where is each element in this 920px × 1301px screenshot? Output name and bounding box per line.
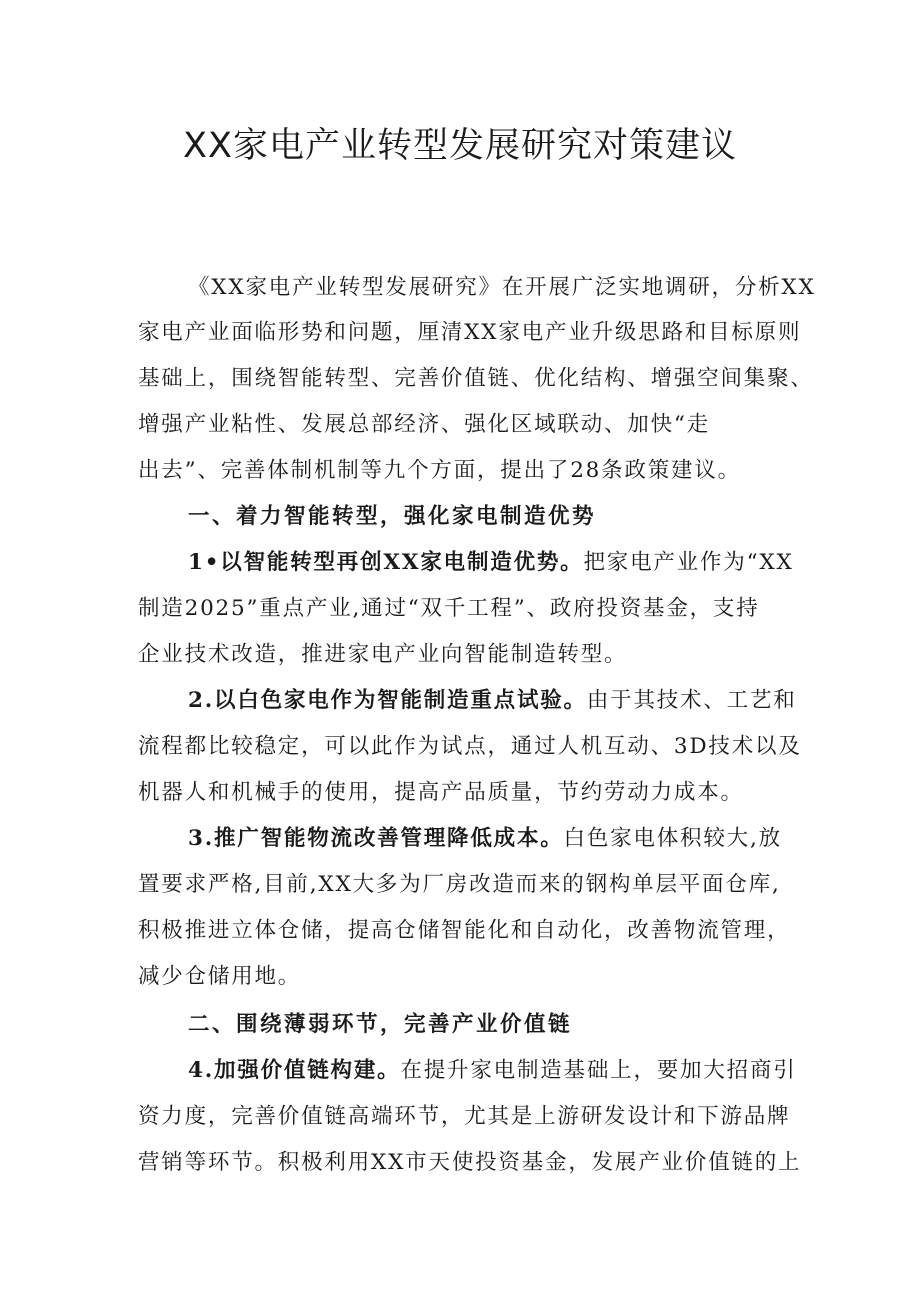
item-4-text: 在提升家电制造基础上，要加大招商引	[400, 1058, 797, 1083]
item-4-line-3: 营销等环节。积极利用XX市天使投资基金，发展产业价值链的上	[138, 1150, 802, 1175]
item-2-text: 由于其技术、工艺和	[586, 688, 797, 713]
intro-line-5: 出去”、完善体制机制等九个方面，提出了28条政策建议。	[138, 458, 741, 483]
intro-line-1: 《XX家电产业转型发展研究》在开展广泛实地调研，分析XX	[188, 275, 816, 300]
document-title: XX家电产业转型发展研究对策建议	[183, 126, 737, 166]
item-3-first-line	[188, 821, 818, 852]
item-2-first-line	[188, 683, 818, 714]
item-1-first-line	[188, 545, 818, 576]
item-4-title: 4.加强价值链构建。	[188, 1058, 401, 1083]
item-4-first-line	[188, 1053, 818, 1084]
item-1-text: 把家电产业作为“XX	[583, 550, 794, 575]
item-3-text: 白色家电体积较大,放	[563, 826, 782, 851]
item-2-line-2: 流程都比较稳定，可以此作为试点，通过人机互动、3D技术以及	[138, 734, 802, 759]
item-3-title: 3.推广智能物流改善管理降低成本。	[188, 826, 564, 851]
item-4-line-2: 资力度，完善价值链高端环节，尤其是上游研发设计和下游品牌	[138, 1104, 791, 1129]
intro-line-4: 增强产业粘性、发展总部经济、强化区域联动、加快“走	[138, 412, 710, 437]
intro-line-3: 基础上，围绕智能转型、完善价值链、优化结构、增强空间集聚、	[138, 366, 814, 391]
item-2-title: 2.以白色家电作为智能制造重点试验。	[188, 688, 587, 713]
item-3-line-3: 积极推进立体仓储，提高仓储智能化和自动化，改善物流管理，	[138, 918, 791, 943]
item-2-line-3: 机器人和机械手的使用，提高产品质量，节约劳动力成本。	[138, 780, 744, 805]
section-heading-2: 二、围绕薄弱环节，完善产业价值链	[188, 1012, 573, 1037]
section-heading-1: 一、着力智能转型，强化家电制造优势	[188, 504, 597, 529]
item-1-title: 1•以智能转型再创XX家电制造优势。	[188, 550, 584, 575]
item-1-line-3: 企业技术改造，推进家电产业向智能制造转型。	[138, 642, 628, 667]
intro-line-2: 家电产业面临形势和问题，厘清XX家电产业升级思路和目标原则	[138, 320, 802, 345]
item-3-line-4: 减少仓储用地。	[138, 964, 302, 989]
item-1-line-2: 制造2025”重点产业,通过“双千工程”、政府投资基金，支持	[138, 596, 760, 621]
item-3-line-2: 置要求严格,目前,XX大多为厂房改造而来的钢构单层平面仓库,	[138, 872, 781, 897]
